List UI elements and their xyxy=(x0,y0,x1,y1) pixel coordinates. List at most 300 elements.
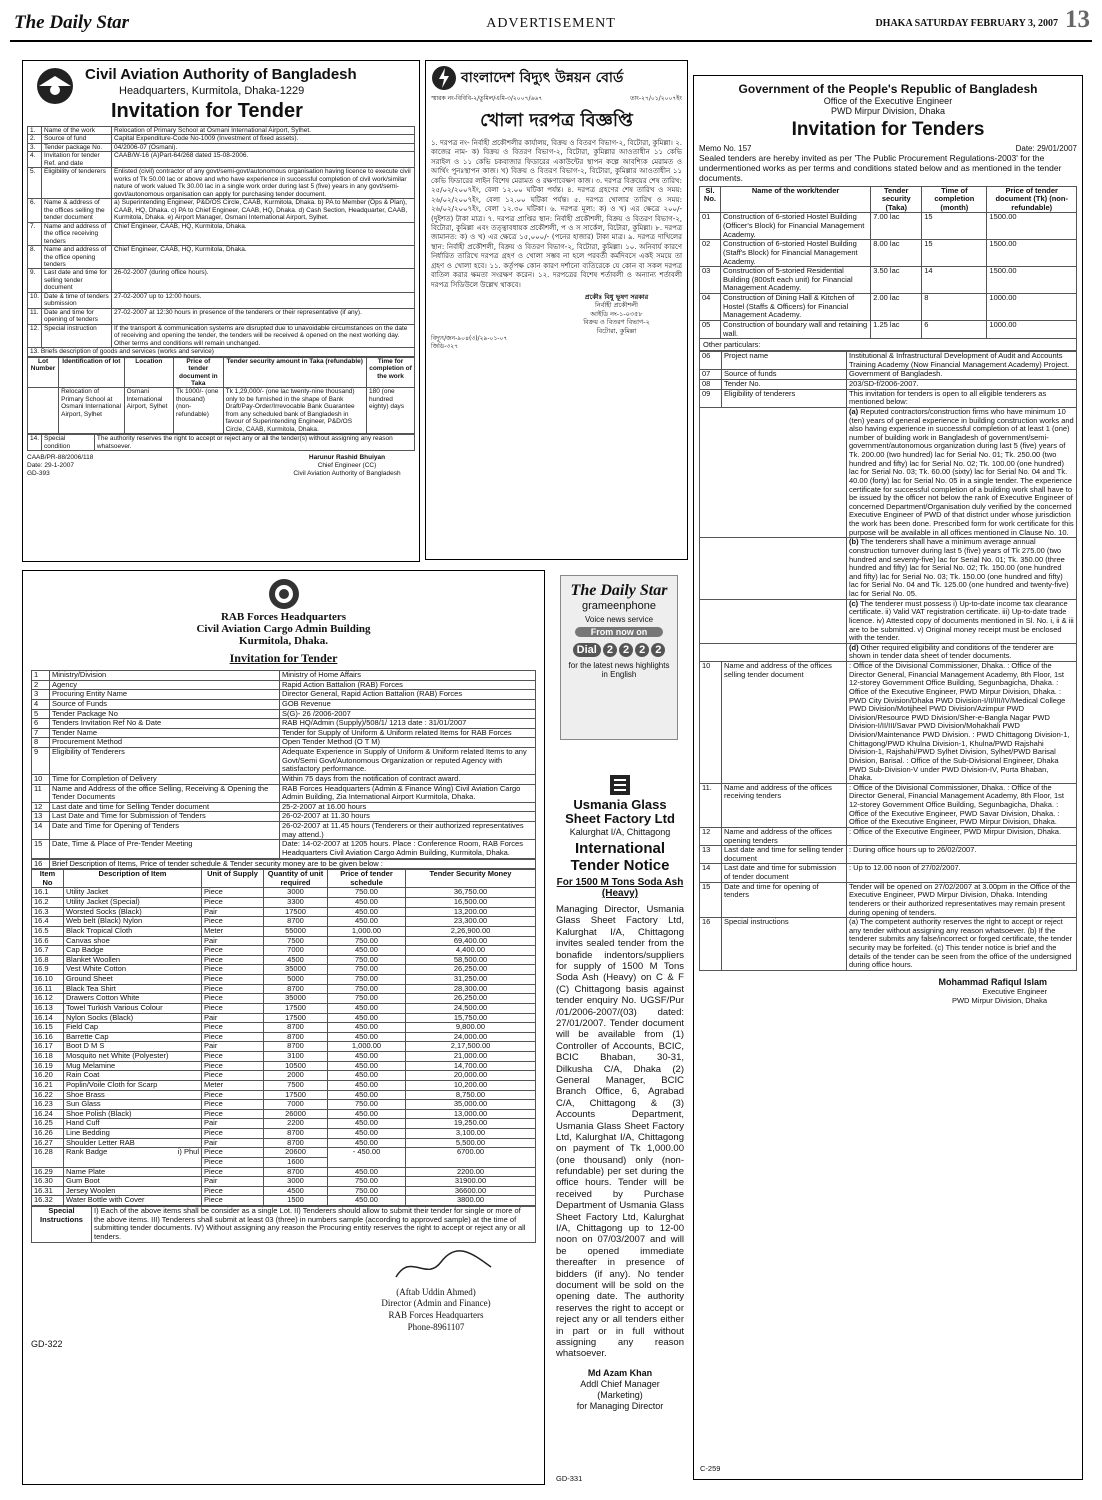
rab-item-row-cell: Towel Turkish Various Colour xyxy=(64,1003,202,1013)
rab-item-row-cell: 450.00 xyxy=(328,1109,406,1119)
caab-ref-date: Date: 29-1-2007 xyxy=(27,462,74,470)
rab-row-cell: Adequate Experience in Supply of Uniform & Uniform related Items to any Govt/Semi Govt/Autonomous Organization or reputed Agency with satisfactory performance. xyxy=(280,748,536,775)
bpdb-signer-l2: নির্বাহী প্রকৌশলী xyxy=(594,301,638,310)
caab-row-cell: Date & time of tenders submission xyxy=(42,292,112,308)
rab-row-cell: 10 xyxy=(32,774,50,784)
usmania-signer-l3: (Marketing) xyxy=(597,1390,643,1401)
rab-item-row-cell: 17500 xyxy=(264,907,328,917)
rab-item-row-cell: 450.00 xyxy=(328,1196,406,1206)
pwd-particular-cell: Last date and time for submission of tender document xyxy=(722,864,847,882)
rab-item-row-cell: 2200 xyxy=(264,1119,328,1129)
rab-row-cell: 15 xyxy=(32,840,50,858)
pwd-particulars-table xyxy=(699,351,1077,971)
rab-row-cell: Ministry of Home Affairs xyxy=(280,671,536,681)
rab-row xyxy=(32,699,536,709)
caab-row-cell: If the transport & communication systems are disrupted due to unavoidable circumstances on the date of receiving and opening the tender, the tenders will be received & opened on the next working day. Other terms and conditions will remain unchanged. xyxy=(112,324,415,347)
rab-item-row-cell: 9,800.00 xyxy=(406,1023,536,1033)
rab-item-row xyxy=(32,994,536,1004)
newspaper-logo: The Daily Star xyxy=(14,12,130,33)
rab-item-row-cell: 8700 xyxy=(264,1167,328,1177)
caab-lot-cell: Relocation of Primary School at Osmani International Airport, Sylhet xyxy=(59,388,125,434)
pwd-particular-cell: Special instructions xyxy=(722,918,847,971)
rab-item-row-cell: 750.00 xyxy=(328,1100,406,1110)
rab-item-row-cell: Piece xyxy=(202,946,264,956)
caab-row xyxy=(28,324,415,347)
rab-item-row-cell: 31900.00 xyxy=(406,1177,536,1187)
caab-row xyxy=(28,199,415,222)
rab-item-row-cell: 17500 xyxy=(264,1013,328,1023)
rab-row-cell: 7 xyxy=(32,728,50,738)
rab-item-row-cell: 750.00 xyxy=(328,955,406,965)
pwd-work-row-cell: 8.00 lac xyxy=(871,240,922,267)
rab-item-row-cell: 450.00 xyxy=(328,907,406,917)
rab-item-row-cell: Field Cap xyxy=(64,1023,202,1033)
rab-row-cell: Tender Package No xyxy=(50,709,280,719)
rab-row-cell: RAB HQ/Admin (Supply)/508/1/ 1213 date : 31/01/2007 xyxy=(280,719,536,729)
rab-item-row-cell: Rain Coat xyxy=(64,1071,202,1081)
pwd-office: Office of the Executive Engineer xyxy=(823,96,953,106)
rab-item-row-cell: 2,17,500.00 xyxy=(406,1042,536,1052)
caab-brief-label: 13. Briefs description of goods and services (works and service) xyxy=(27,348,415,356)
caab-row-cell: Name of the work xyxy=(42,127,112,135)
caab-row-cell: 4. xyxy=(28,152,42,168)
usmania-body: Managing Director, Usmania Glass Sheet Factory Ltd, Kalurghat I/A, Chittagong invites sealed tender from the bonafide indentors/suppliers for supply of 1500 M Tons Soda Ash (Heavy) on C & F (C) Chittagong basis against tender enquiry No. UGSF/Pur /01/2006-2007/(03) dated: 27/01/2007. Tender document will be available from (1) Controller of Accounts, BCIC, BCIC Bhaban, 30-31, Dilkusha C/A, Dhaka (2) General Manager, BCIC Branch Office, 6, Agrabad C/A, Chittagong & (3) Accounts Department, Usmania Glass Sheet Factory Ltd, Kalurghat I/A, Chittagong on payment of Tk 1,000.00 (one thousand) only (non-refundable) per set during the office hours. Tender will be received by Purchase Department of Usmania Glass Sheet Factory Ltd, Kalurghat I/A, Chittagong up to 12-00 noon on 07/03/2007 and will be opened immediate thereafter in presence of bidders (if any). No tender document will be sold on the opening date. The authority reserves the right to accept or reject any or all tenders either in part or in full without assigning any reason whatsoever. xyxy=(556,904,684,1360)
caab-details-table xyxy=(27,126,415,348)
pwd-intro: Sealed tenders are hereby invited as per 'The Public Procurement Regulations-2003' for the undermentioned works as per terms and conditions stated below and as mentioned in the tender documents. xyxy=(699,153,1062,184)
rab-item-row-cell: 450.00 xyxy=(328,1003,406,1013)
caab-row-cell: Tender package No. xyxy=(42,143,112,151)
rab-item-row-cell: 24,000.00 xyxy=(406,1032,536,1042)
pwd-particular-cell: 06 xyxy=(700,352,722,370)
rab-item-row-cell: Worsted Socks (Black) xyxy=(64,907,202,917)
rab-row-cell: 13 xyxy=(32,812,50,822)
bpdb-ref2: জিডি-৩২৭ xyxy=(431,342,459,350)
pwd-signer: Mohammad Rafiqul Islam xyxy=(938,976,1047,987)
rab-item-row xyxy=(32,1052,536,1062)
caab-row-cell: 1. xyxy=(28,127,42,135)
issue-date: DHAKA SATURDAY FEBRUARY 3, 2007 xyxy=(875,18,1058,29)
pwd-eligibility-label: (d) xyxy=(849,642,859,652)
rab-item-row-cell: 450.00 xyxy=(328,1129,406,1139)
rab-item-row-cell: 450.00 xyxy=(328,917,406,927)
rab-item-row-cell: 16.1 xyxy=(32,888,64,898)
rab-item-row-cell: 10,200.00 xyxy=(406,1080,536,1090)
caab-row xyxy=(28,308,415,324)
rab-signature-icon xyxy=(391,1247,501,1287)
pwd-particular-row xyxy=(700,918,1077,971)
pwd-work-row xyxy=(700,267,1077,294)
rab-item-row-cell: Canvas shoe xyxy=(64,936,202,946)
rab-item-row-cell: 16.6 xyxy=(32,936,64,946)
rab-item-row-cell: 26,250.00 xyxy=(406,965,536,975)
caab-row-cell: 6. xyxy=(28,199,42,222)
caab-row xyxy=(28,127,415,135)
rab-item-header: Price of tender schedule xyxy=(328,870,406,888)
caab-row14-cell: The authority reserves the right to accept or reject any or all the tender(s) without assigning any reason whatsoever. xyxy=(94,435,414,451)
rab-item-row-cell: 24,500.00 xyxy=(406,1003,536,1013)
rab-row-cell: Name and Address of the office Selling, Receiving & Opening the Tender Documents xyxy=(50,784,280,802)
pwd-particular-cell: : During office hours up to 26/02/2007. xyxy=(847,846,1077,864)
rab-row-cell: Director General, Rapid Action Battalion (RAB) Forces xyxy=(280,690,536,700)
rab-item-row-cell: 28,300.00 xyxy=(406,984,536,994)
rab-row-cell: 2 xyxy=(32,680,50,690)
pwd-particular-cell: 14 xyxy=(700,864,722,882)
pwd-signer-div: PWD Mirpur Division, Dhaka xyxy=(951,995,1047,1005)
caab-row-cell: Name and address of the office receiving tenders xyxy=(42,222,112,245)
rab-item-row-cell: 31,250.00 xyxy=(406,975,536,985)
badge-price: - 450.00 xyxy=(328,1148,406,1167)
promo-partner: grameenphone xyxy=(581,600,656,612)
rab-item-row-cell: 16.20 xyxy=(32,1071,64,1081)
caab-gd: GD-393 xyxy=(27,470,50,478)
rab-row-cell: Source of Funds xyxy=(50,699,280,709)
rab-item-row xyxy=(32,975,536,985)
rab-special: I) Each of the above items shall be consider as a single Lot. II) Tenderers should allow to submit their tender for single or more of the above items. III) Tenderers shall submit at least 03 (three) in numbers sample (according to approved sample) at the time of submitting tender documents. IV) Without assigning any reason the Procuring entity reserves the right to accept or reject any or all tenders. xyxy=(92,1207,536,1243)
caab-lot-header: Price of tender document in Taka xyxy=(174,357,224,388)
rab-row-cell: S(G)- 26 /2006-2007 xyxy=(280,709,536,719)
caab-signer: Harunur Rashid Bhuiyan xyxy=(308,454,386,462)
rab-item-row-cell: 17500 xyxy=(264,1090,328,1100)
rab-item-row-cell: Line Bedding xyxy=(64,1129,202,1139)
rab-row-cell: Date, Time & Place of Pre-Tender Meeting xyxy=(50,840,280,858)
rab-ref: GD-322 xyxy=(31,1338,63,1349)
rab-item-row-cell: 16.29 xyxy=(32,1167,64,1177)
rab-item-row-cell: 58,500.00 xyxy=(406,955,536,965)
caab-row14 xyxy=(27,434,415,451)
caab-row-cell: Name & address of the offices selling the tender document xyxy=(42,199,112,222)
pwd-work-row-cell: Construction of Dining Hall & Kitchen of Hostel (Staffs & Officers) for Financial Management Academy. xyxy=(720,294,870,321)
rab-row-cell: Tenders Invitation Ref No & Date xyxy=(50,719,280,729)
rab-item-row-cell: 19,250.00 xyxy=(406,1119,536,1129)
caab-row-cell: Special instruction xyxy=(42,324,112,347)
caab-lot-cell: Tk 1000/- (one thousand) (non-refundable) xyxy=(174,388,224,434)
pwd-particular-cell: Name and address of the offices receiving tenders xyxy=(722,783,847,827)
caab-row-cell: 7. xyxy=(28,222,42,245)
rab-row-cell: Date and Time for Opening of Tenders xyxy=(50,822,280,840)
pwd-work-row-cell: 3.50 lac xyxy=(871,267,922,294)
page-number: 13 xyxy=(1065,6,1090,33)
rab-item-row-cell: 16,500.00 xyxy=(406,898,536,908)
rab-row-cell: 5 xyxy=(32,709,50,719)
rab-item-row-cell: Cap Badge xyxy=(64,946,202,956)
pwd-work-row-cell: 6 xyxy=(922,320,987,338)
pwd-work-row xyxy=(700,294,1077,321)
rab-details-table xyxy=(31,670,536,859)
pwd-particular-cell: Institutional & Infrastructural Development of Audit and Accounts Training Academy (Now Financial Management Academy) Project. xyxy=(847,352,1077,370)
pwd-particular-cell: Name and address of the offices selling tender document xyxy=(722,662,847,784)
pwd-particular-cell: Tender No. xyxy=(722,380,847,390)
rab-item-row-cell: Name Plate xyxy=(64,1167,202,1177)
rab-item-row-cell: Piece xyxy=(202,1090,264,1100)
rab-item-row-cell: Boot D M S xyxy=(64,1042,202,1052)
rab-item-row-cell: 21,000.00 xyxy=(406,1052,536,1062)
bpdb-tender-ad xyxy=(425,60,688,560)
rab-item-row-cell: 16.30 xyxy=(32,1177,64,1187)
pwd-work-row-cell: 7.00 lac xyxy=(871,213,922,240)
promo-digit-4: 2 xyxy=(651,643,665,657)
caab-row xyxy=(28,246,415,269)
rab-item-row-cell: 7000 xyxy=(264,1100,328,1110)
rab-item-row xyxy=(32,1196,536,1206)
caab-row-cell: 11. xyxy=(28,308,42,324)
pwd-particular-row xyxy=(700,846,1077,864)
rab-item-row-cell: Sun Glass xyxy=(64,1100,202,1110)
rab-item-row-cell: 450.00 xyxy=(328,1032,406,1042)
caab-row-cell: a) Superintending Engineer, P&D/OS Circle, CAAB, Kurmitola, Dhaka. b) PA to Member (Ops & Plan), CAAB, HQ, Dhaka. c) PA to Chief Engineer, CAAB, HQ, Dhaka. d) Cash Section, Headquarter, CAAB, Kurmitola, Dhaka. e) Airport Manager, Osmani International Airport, Sylhet. xyxy=(112,199,415,222)
rab-item-row-cell: 16.11 xyxy=(32,984,64,994)
pwd-particular-cell: 11. xyxy=(700,783,722,827)
pwd-particular-cell: Government of Bangladesh. xyxy=(847,370,1077,380)
pwd-eligibility-text: Other required eligibility and conditions of the tenderer are shown in tender data sheet of tender documents. xyxy=(849,642,1054,661)
caab-row-cell: Invitation for tender Ref. and date xyxy=(42,152,112,168)
pwd-particular-cell: 08 xyxy=(700,380,722,390)
rab-item-row-cell: Piece xyxy=(202,1032,264,1042)
badge-qa: 20600 xyxy=(264,1148,328,1158)
usmania-signer-l4: for Managing Director xyxy=(576,1401,664,1412)
rab-row-cell: 4 xyxy=(32,699,50,709)
rab-row-cell: Ministry/Division xyxy=(50,671,280,681)
rab-row-cell: Tender Name xyxy=(50,728,280,738)
rab-item-row-cell: 7000 xyxy=(264,946,328,956)
promo-tagline: for the latest news highlights in English xyxy=(568,661,670,679)
pwd-particular-cell: Last date and time for selling tender document xyxy=(722,846,847,864)
rab-item-row-cell: 8700 xyxy=(264,1042,328,1052)
rab-item-row-cell: Pair xyxy=(202,1177,264,1187)
caab-row-cell: Name and address of the office opening tenders xyxy=(42,246,112,269)
rab-item-row-cell: 16.31 xyxy=(32,1186,64,1196)
pwd-particular-cell: 13 xyxy=(700,846,722,864)
pwd-eligibility-label: (a) xyxy=(849,406,859,416)
rab-item-row-cell: Shoe Polish (Black) xyxy=(64,1109,202,1119)
rab-item-row-cell: 4500 xyxy=(264,955,328,965)
pwd-work-row-cell: Construction of boundary wall and retaining wall. xyxy=(720,320,870,338)
rab-item-row-cell: 450.00 xyxy=(328,1119,406,1129)
rab-phone: Phone-8961107 xyxy=(407,1321,465,1332)
rab-item-row-cell: 750.00 xyxy=(328,1186,406,1196)
pwd-particular-cell: (a) The competent authority reserves the right to accept or reject any tender without assigning any reason whatsoever. (b) If the tenderer submits any false/incorrect or forged certificate, the tender security may be forfeited. (c) This tender notice is brief and the details of the tender can be seen from the office of the undersigned during office hours. xyxy=(847,918,1077,971)
rab-item-row-cell: Piece xyxy=(202,955,264,965)
rab-item-row-cell: 450.00 xyxy=(328,1080,406,1090)
rab-item-row-cell: Blanket Woollen xyxy=(64,955,202,965)
rab-item-row-cell: 3,100.00 xyxy=(406,1129,536,1139)
rab-item-row-cell: 750.00 xyxy=(328,936,406,946)
rab-row-cell: Last Date and Time for Submission of Tenders xyxy=(50,812,280,822)
caab-lot-cell: Osmani International Airport, Sylhet xyxy=(124,388,173,434)
pwd-eligibility-text: Reputed contractors/construction firms who have minimum 10 (ten) years of general experience in building construction works and also having experience in successful completion of at least 1 (one) number of building work in Bangladesh of government/semi-government/autonomous organization during last 5 (five) years of Tk. 200.00 (two hundred) lac for Serial No. 01; Tk. 250.00 (two hundred and fifty) lac for Serial No. 02; Tk. 100.00 (one hundred) lac for Serial No. 03; Tk. 60.00 (sixty) lac for Serial No. 04 and Tk. 40.00 (forty) lac for Serial No. 05 in a single tender. The experience certificate for successful completion of a building work shall have to be issued by the officer not below the rank of Executive Engineer of concerned Department/Organisation duly verified by the concerned Executive Engineer of PWD of that district under whose jurisdiction the work has been done. Prescribed form for work certificate for this purpose will be available in all offices mentioned in Clause No. 10. xyxy=(849,406,1074,537)
rab-item-row xyxy=(32,1100,536,1110)
usmania-logo-icon xyxy=(607,772,633,798)
rab-item-row-cell: 55000 xyxy=(264,926,328,936)
rab-item-row-cell: 16.9 xyxy=(32,965,64,975)
caab-row-cell: 27-02-2007 at 12:30 hours in presence of the tenderers or their representative (if any). xyxy=(112,308,415,324)
rab-item-header: Quantity of unit required xyxy=(264,870,328,888)
rab-item-row-cell: 7500 xyxy=(264,936,328,946)
pwd-particular-cell: 12 xyxy=(700,827,722,845)
rab-item-row-cell: 3800.00 xyxy=(406,1196,536,1206)
pwd-work-row-cell: 15 xyxy=(922,213,987,240)
rab-item-row-cell: Piece xyxy=(202,1196,264,1206)
rab-item-row-cell: 16.13 xyxy=(32,1003,64,1013)
pwd-signer-title: Executive Engineer xyxy=(982,986,1047,996)
promo-digit-3: 2 xyxy=(635,643,649,657)
caab-address: Headquarters, Kurmitola, Dhaka-1229 xyxy=(119,85,305,97)
rab-item-row-cell: Piece xyxy=(202,898,264,908)
usmania-address: Kalurghat I/A, Chittagong xyxy=(569,826,671,837)
usmania-name2: Sheet Factory Ltd xyxy=(565,811,675,827)
badge-qb: 1600 xyxy=(264,1157,328,1167)
caab-signer-title: Chief Engineer (CC) xyxy=(317,462,377,470)
rab-item-row-cell: 36600.00 xyxy=(406,1186,536,1196)
caab-row xyxy=(28,152,415,168)
rab-item-row-cell: Nylon Socks (Black) xyxy=(64,1013,202,1023)
rab-item-row-cell: 16.18 xyxy=(32,1052,64,1062)
pwd-eligibility-text: The tenderers shall have a minimum average annual construction turnover during last 5 (five) years of Tk 275.00 (two hundred and seventy-five) lac for Serial No. 01; Tk. 350.00 (three hundred and fifty) lac for Serial No. 02; Tk. 150.00 (one hundred and fifty) lac for Serial No. 03; Tk. 150.00 (one hundred and fifty) lac for Serial No. 04 and Tk. 125.00 (one hundred and twenty-five) lac for Serial No. 05. xyxy=(849,537,1069,599)
caab-row-cell: 12. xyxy=(28,324,42,347)
rab-item-row-cell: 8700 xyxy=(264,1138,328,1148)
caab-title: Invitation for Tender xyxy=(111,100,303,122)
rab-item-row-cell: 8700 xyxy=(264,984,328,994)
rab-item-row-cell: 13,000.00 xyxy=(406,1109,536,1119)
pwd-work-row xyxy=(700,240,1077,267)
rab-item-row-cell: 750.00 xyxy=(328,965,406,975)
pwd-work-row-cell: 02 xyxy=(700,240,721,267)
rab-item-row-cell: Piece xyxy=(202,1052,264,1062)
caab-row xyxy=(28,222,415,245)
rab-item-row-cell: 16.16 xyxy=(32,1032,64,1042)
rab-item-row-cell: 16.19 xyxy=(32,1061,64,1071)
rab-item-row-cell: Piece xyxy=(202,1129,264,1139)
caab-row-cell: 3. xyxy=(28,143,42,151)
rab-item-row-cell: 16.8 xyxy=(32,955,64,965)
pwd-gov: Government of the People's Republic of Bangladesh xyxy=(738,82,1038,96)
rab-item-row-cell: 3100 xyxy=(264,1052,328,1062)
pwd-eligibility-row xyxy=(700,407,1077,537)
caab-row-cell: Date and time for opening of tenders xyxy=(42,308,112,324)
rab-item-row xyxy=(32,926,536,936)
badge-sec: 6700.00 xyxy=(406,1148,536,1167)
pwd-works-table xyxy=(699,186,1077,340)
bpdb-org: বাংলাদেশ বিদ্যুৎ উন্নয়ন বোর্ড xyxy=(461,70,624,86)
caab-row-cell: Chief Engineer, CAAB, HQ, Kurmitola, Dhaka. xyxy=(112,246,415,269)
pwd-work-row xyxy=(700,320,1077,338)
pwd-other-label: Other particulars: xyxy=(699,339,1077,351)
rab-item-row-cell: 5,500.00 xyxy=(406,1138,536,1148)
pwd-work-row-cell: 8 xyxy=(922,294,987,321)
caab-row xyxy=(28,135,415,143)
rab-item-row-cell: 2,26,900.00 xyxy=(406,926,536,936)
pwd-header: Tender security (Taka) xyxy=(871,186,922,213)
rab-item-row-cell: Poplin/Voile Cloth for Scarp xyxy=(64,1080,202,1090)
rab-row-cell: Open Tender Method (O T M) xyxy=(280,738,536,748)
caab-row-cell: 9. xyxy=(28,269,42,292)
rab-row xyxy=(32,784,536,802)
rab-item-row-cell: 17500 xyxy=(264,1003,328,1013)
rab-item-row-cell: 35000 xyxy=(264,965,328,975)
caab-row-cell: 8. xyxy=(28,246,42,269)
rab-item-row-cell: 450.00 xyxy=(328,1090,406,1100)
rab-item-row-cell: Piece xyxy=(202,1003,264,1013)
rab-item-row-cell: 69,400.00 xyxy=(406,936,536,946)
badge-name: Rank Badge xyxy=(66,1147,108,1157)
rab-signer: (Aftab Uddin Ahmed) xyxy=(396,1286,476,1297)
caab-row xyxy=(28,143,415,151)
rab-item-row-cell: 5000 xyxy=(264,975,328,985)
caab-emblem-icon xyxy=(35,66,75,106)
usmania-signer: Md Azam Khan xyxy=(587,1367,653,1378)
rab-row-cell: Eligibility of Tenderers xyxy=(50,748,280,775)
rab-item-row-cell: Mug Melamine xyxy=(64,1061,202,1071)
pwd-particular-cell: This invitation for tenders is open to all eligible tenderers as mentioned below: xyxy=(847,389,1077,407)
promo-dial: Dial xyxy=(573,643,601,657)
rab-item-row-cell: 16.17 xyxy=(32,1042,64,1052)
rab-item-row-cell: Utility Jacket xyxy=(64,888,202,898)
usmania-subtitle: For 1500 M Tons Soda Ash (Heavy) xyxy=(556,877,684,900)
bpdb-signer: প্রকৌঃ বিধু ভূষণ সরকার xyxy=(584,293,649,301)
caab-row14-cell: Special condition xyxy=(42,435,95,451)
rab-item-row-cell: Pair xyxy=(202,1013,264,1023)
rab-item-row-cell: 16.7 xyxy=(32,946,64,956)
rab-item-row-cell: 16.27 xyxy=(32,1138,64,1148)
rab-item-row-cell: 16.22 xyxy=(32,1090,64,1100)
rab-item-row-cell: Piece xyxy=(202,1023,264,1033)
rab-row-cell: 8 xyxy=(32,738,50,748)
pwd-work-row-cell: 1500.00 xyxy=(987,213,1077,240)
rab-row-cell: 26-02-2007 at 11.45 hours (Tenderers or their authorized representatives may attend.) xyxy=(280,822,536,840)
rab-row-cell: RAB Forces Headquarters (Admin & Finance Wing) Civil Aviation Cargo Admin Building, Zia International Airport Kurmitola, Dhaka. xyxy=(280,784,536,802)
rab-item-row-cell: 16.26 xyxy=(32,1129,64,1139)
rab-item-row-cell: Meter xyxy=(202,1080,264,1090)
pwd-particular-row xyxy=(700,380,1077,390)
pwd-particular-cell: Date and time for opening of tenders xyxy=(722,882,847,918)
rab-row16 xyxy=(31,859,536,870)
pwd-ref: C-259 xyxy=(700,1464,721,1473)
pwd-work-row-cell: Construction of 6-storied Hostel Building (Staff's Block) for Financial Management Academy. xyxy=(720,240,870,267)
caab-lot-cell: Tk 1,29,000/- (one lac twenty-nine thousand) only to be furnished in the shape of Bank Draft/Pay-Order/Irrevocable Bank Guarantee from any scheduled bank of Bangladesh in favour of Superintending Engineer, P&D/OS Circle, CAAB, Kurmitola, Dhaka. xyxy=(223,388,366,434)
rab-item-row-cell: Pair xyxy=(202,936,264,946)
rab-title: Invitation for Tender xyxy=(229,651,338,665)
pwd-header: Name of the work/tender xyxy=(720,186,870,213)
pwd-particular-cell: Tender will be opened on 27/02/2007 at 3.00pm in the Office of the Executive Engineer, PWD Mirpur Division, Dhaka. Intending tenderers or their authorized representatives may remain present during opening of tenders. xyxy=(847,882,1077,918)
rab-item-row-cell: 16.10 xyxy=(32,975,64,985)
rab-row-cell: Procuring Entity Name xyxy=(50,690,280,700)
caab-row-cell: 5. xyxy=(28,168,42,199)
pwd-particular-cell: : Up to 12.00 noon of 27/02/2007. xyxy=(847,864,1077,882)
bpdb-ref1: বিদ্যুৎ/জন-৯০৪(৩)/২৯-০১-০৭ xyxy=(431,335,508,343)
pwd-particular-cell: 09 xyxy=(700,389,722,407)
rab-rank-badge-row: 16.28 Rank Badge i) Phul Piece 20600 - 450.00 6700.00 xyxy=(32,1148,536,1158)
badge-a: i) Phul xyxy=(177,1147,199,1157)
rab-item-row-cell: 3300 xyxy=(264,898,328,908)
rab-special-table xyxy=(31,1206,536,1243)
rab-item-header: Item No xyxy=(32,870,64,888)
rab-item-row-cell: 10500 xyxy=(264,1061,328,1071)
rab-item-header: Unit of Supply xyxy=(202,870,264,888)
rab-item-row-cell: 8700 xyxy=(264,1129,328,1139)
pwd-particular-cell: Project name xyxy=(722,352,847,370)
rab-row-cell: 25-2-2007 at 16.00 hours xyxy=(280,802,536,812)
rab-item-row-cell: 35000 xyxy=(264,994,328,1004)
pwd-work-row-cell: Construction of 5-storied Residential Building (800sft each unit) for Financial Management Academy. xyxy=(720,267,870,294)
rab-item-row-cell: 8700 xyxy=(264,1023,328,1033)
rab-row-cell: 1 xyxy=(32,671,50,681)
pwd-tender-ad xyxy=(693,75,1083,1480)
rab-item-row-cell: 16.14 xyxy=(32,1013,64,1023)
rab-row16-text: Brief Description of Items, Price of tender schedule & Tender security money are to be given below : xyxy=(50,859,536,869)
dailystar-promo xyxy=(560,575,678,740)
rab-row16-no: 16 xyxy=(32,859,50,869)
pwd-date: Date: 29/01/2007 xyxy=(1015,144,1077,153)
rab-item-row-cell: Piece xyxy=(202,975,264,985)
